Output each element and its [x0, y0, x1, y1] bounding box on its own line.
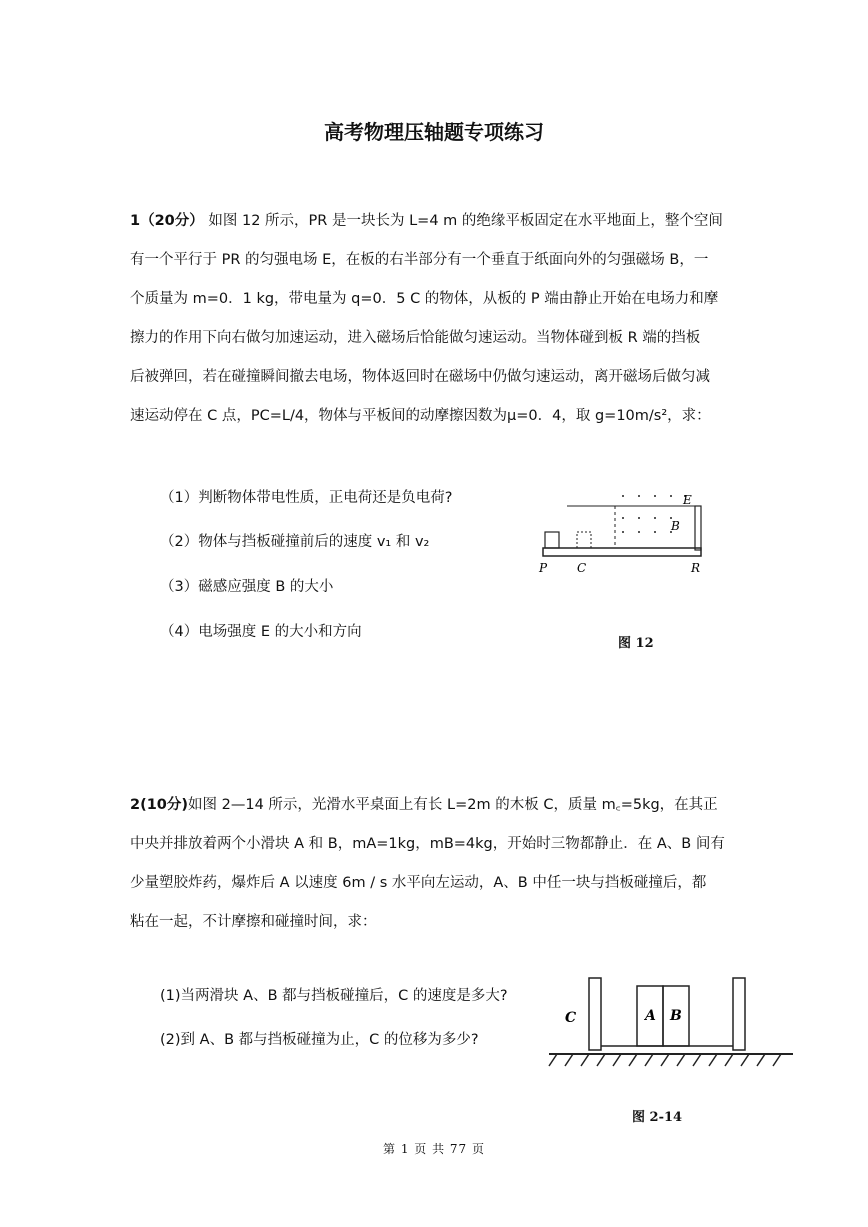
block-object: [545, 532, 559, 548]
problem-2-number: 2(10分): [130, 797, 189, 813]
problem-1-question-2: （2）物体与挡板碰撞前后的速度 v₁ 和 v₂: [160, 534, 430, 550]
problem-1-question-1: （1）判断物体带电性质，正电荷还是负电荷?: [160, 490, 453, 506]
page-footer: 第 1 页 共 77 页: [383, 1142, 485, 1156]
label-p: P: [539, 561, 548, 575]
label-b: B: [671, 519, 680, 533]
label-a: A: [645, 1008, 656, 1024]
label-b: B: [670, 1008, 682, 1024]
problem-2-question-2: (2)到 A、B 都与挡板碰撞为止，C 的位移为多少?: [160, 1032, 479, 1048]
left-wall: [589, 978, 601, 1050]
figure-2-14-diagram: [545, 974, 797, 1070]
problem-1-question-4: （4）电场强度 E 的大小和方向: [160, 624, 362, 640]
problem-1-line-2: 有一个平行于 PR 的匀强电场 E，在板的右半部分有一个垂直于纸面向外的匀强磁场 B，一: [130, 252, 709, 268]
problem-1-line-5: 后被弹回，若在碰撞瞬间撤去电场，物体返回时在磁场中仍做匀速运动，离开磁场后做匀减: [130, 369, 710, 385]
label-c: C: [565, 1010, 577, 1026]
right-wall: [733, 978, 745, 1050]
label-c: C: [577, 561, 587, 575]
problem-1-line-1: [130, 202, 742, 241]
problem-2-line-1-text: 如图 2—14 所示，光滑水平桌面上有长 L=2m 的木板 C，质量 m꜀=5kg，在其正: [188, 797, 718, 813]
problem-1-line-4: 擦力的作用下向右做匀加速运动，进入磁场后恰能做匀速运动。当物体碰到板 R 端的挡板: [130, 330, 701, 346]
problem-2-line-1: [130, 786, 742, 825]
problem-1-line-1-text: 如图 12 所示，PR 是一块长为 L=4 m 的绝缘平板固定在水平地面上，整个空间: [208, 213, 723, 229]
figure-12-caption: 图 12: [618, 636, 654, 651]
problem-1-line-6: 速运动停在 C 点，PC=L/4，物体与平板间的动摩擦因数为μ=0．4，取 g=10m/s²，求：: [130, 408, 711, 424]
problem-2-line-2: 中央并排放着两个小滑块 A 和 B，mA=1kg，mB=4kg，开始时三物都静止．在 A、B 间有: [130, 836, 725, 852]
figure-2-14-caption: 图 2-14: [632, 1110, 683, 1125]
problem-1-line-3: 个质量为 m=0．1 kg，带电量为 q=0．5 C 的物体，从板的 P 端由静止开始在电场力和摩: [130, 291, 719, 307]
figure-12-diagram: [535, 488, 715, 580]
label-r: R: [691, 561, 701, 575]
problem-1-number: 1（20分）: [130, 213, 204, 229]
problem-2-line-4: 粘在一起，不计摩擦和碰撞时间，求：: [130, 914, 377, 930]
page-title: 高考物理压轴题专项练习: [324, 120, 544, 144]
ground-hatching: [549, 1054, 781, 1066]
problem-1-question-3: （3）磁感应强度 B 的大小: [160, 579, 334, 595]
problem-2-question-1: (1)当两滑块 A、B 都与挡板碰撞后，C 的速度是多大?: [160, 988, 508, 1004]
label-e: E: [683, 493, 692, 507]
problem-2-line-3: 少量塑胶炸药，爆炸后 A 以速度 6m / s 水平向左运动，A、B 中任一块与挡板碰撞后，都: [130, 875, 707, 891]
problem-1-text: [130, 202, 742, 436]
problem-2-text: [130, 786, 742, 942]
